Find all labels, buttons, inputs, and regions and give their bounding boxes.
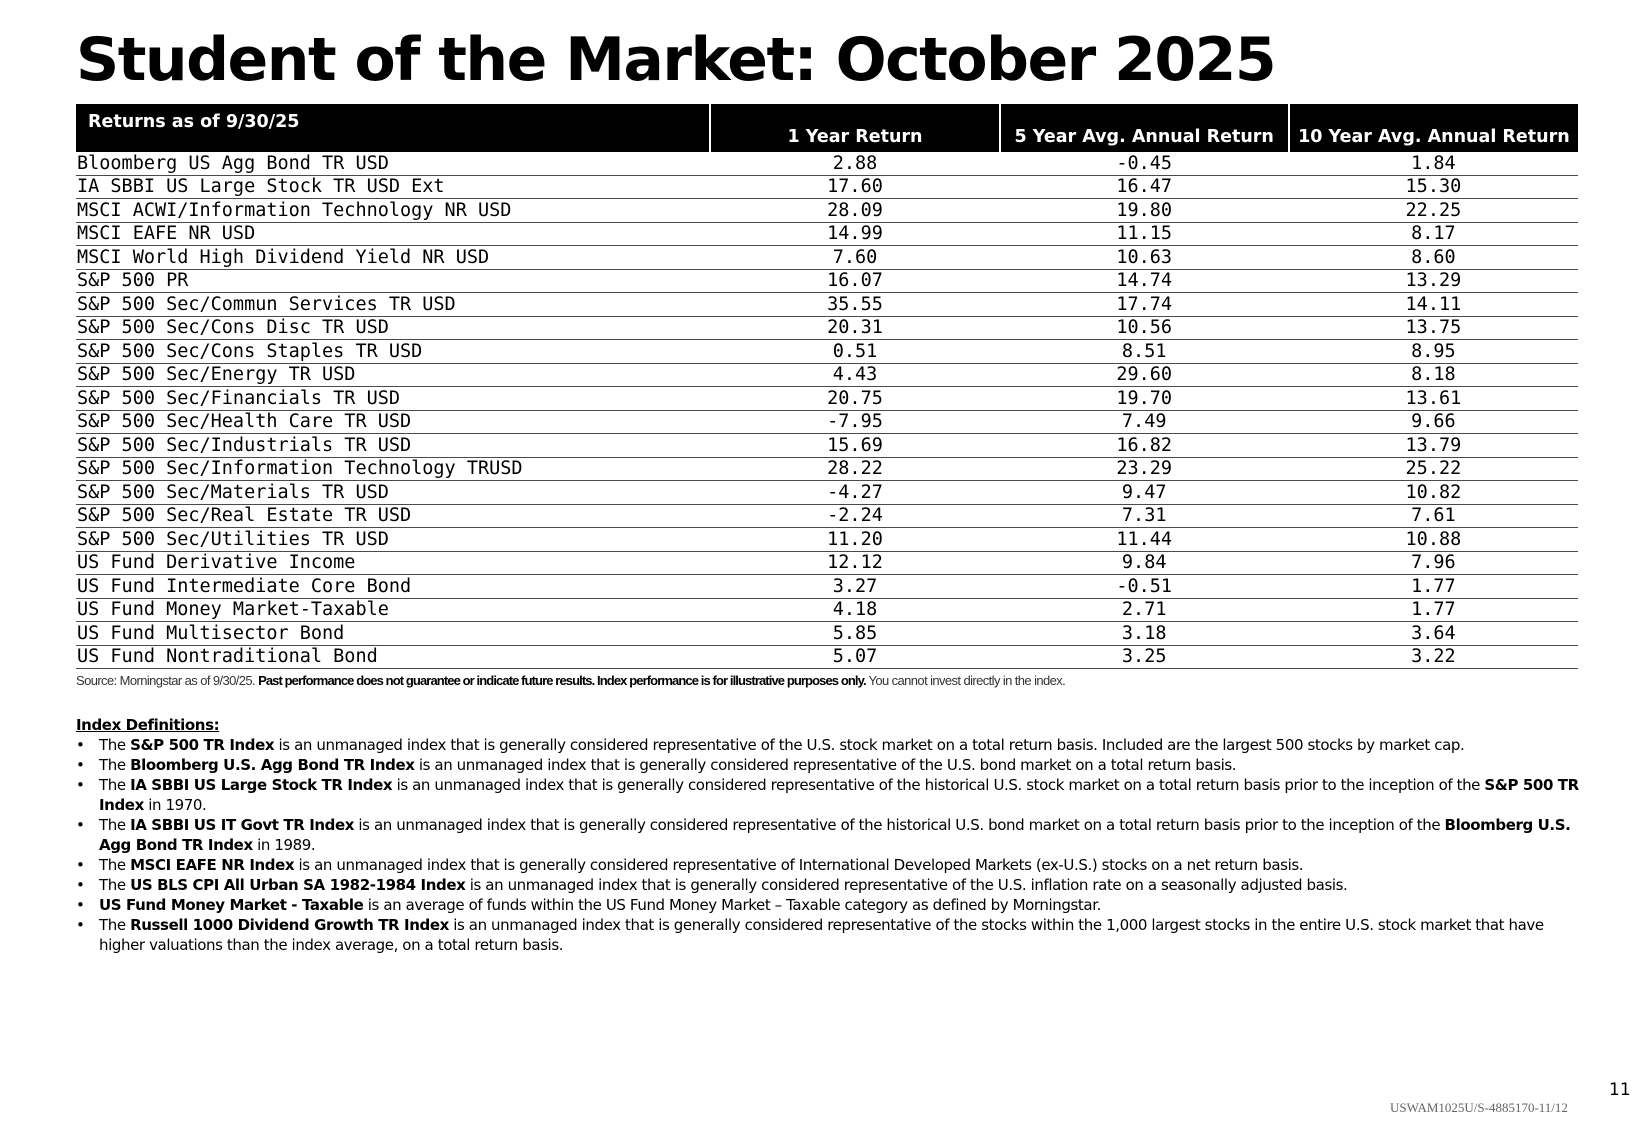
index-name-cell: Bloomberg US Agg Bond TR USD — [76, 152, 710, 175]
definition-item — [76, 915, 1586, 955]
ten-year-return-cell: 15.30 — [1289, 175, 1578, 199]
one-year-return-cell: 20.75 — [710, 387, 999, 411]
table-row — [76, 575, 1578, 599]
definition-text: is an unmanaged index that is generally considered representative of the U.S. inflation rate on a seasonally adjusted basis. — [465, 876, 1348, 894]
header-10-year-return: 10 Year Avg. Annual Return — [1289, 104, 1578, 152]
index-name-term: IA SBBI US Large Stock TR Index — [130, 776, 393, 794]
ten-year-return-cell: 8.60 — [1289, 246, 1578, 270]
table-row — [76, 434, 1578, 458]
index-name-cell: S&P 500 PR — [76, 269, 710, 293]
ten-year-return-cell: 8.18 — [1289, 363, 1578, 387]
ten-year-return-cell: 8.95 — [1289, 340, 1578, 364]
bullet-icon: • — [76, 896, 85, 914]
one-year-return-cell: 5.85 — [710, 622, 999, 646]
index-name-term: US BLS CPI All Urban SA 1982-1984 Index — [130, 876, 466, 894]
definition-text: in 1970. — [143, 796, 207, 814]
definition-item — [76, 895, 1586, 915]
returns-table — [76, 104, 1578, 669]
header-1-year-return: 1 Year Return — [710, 104, 999, 152]
definition-text: is an unmanaged index that is generally considered representative of the historical U.S. stock market on a total return basis prior to the inception of the — [392, 776, 1485, 794]
header-returns-as-of: Returns as of 9/30/25 — [76, 104, 710, 152]
index-name-cell: MSCI ACWI/Information Technology NR USD — [76, 199, 710, 223]
ten-year-return-cell: 13.29 — [1289, 269, 1578, 293]
five-year-return-cell: 3.25 — [1000, 645, 1289, 669]
definition-item — [76, 775, 1586, 815]
one-year-return-cell: 0.51 — [710, 340, 999, 364]
table-row — [76, 551, 1578, 575]
index-name-cell: US Fund Intermediate Core Bond — [76, 575, 710, 599]
five-year-return-cell: 10.56 — [1000, 316, 1289, 340]
bullet-icon: • — [76, 816, 85, 834]
index-name-term: Russell 1000 Dividend Growth TR Index — [130, 916, 449, 934]
definition-text: The — [99, 816, 131, 834]
index-name-term: IA SBBI US IT Govt TR Index — [130, 816, 355, 834]
one-year-return-cell: 16.07 — [710, 269, 999, 293]
table-row — [76, 645, 1578, 669]
one-year-return-cell: -4.27 — [710, 481, 999, 505]
five-year-return-cell: 19.70 — [1000, 387, 1289, 411]
index-name-cell: S&P 500 Sec/Cons Disc TR USD — [76, 316, 710, 340]
one-year-return-cell: 12.12 — [710, 551, 999, 575]
index-name-cell: S&P 500 Sec/Commun Services TR USD — [76, 293, 710, 317]
table-row — [76, 481, 1578, 505]
table-header — [76, 104, 1578, 152]
table-row — [76, 175, 1578, 199]
bullet-icon: • — [76, 916, 85, 934]
index-name-cell: S&P 500 Sec/Health Care TR USD — [76, 410, 710, 434]
ten-year-return-cell: 14.11 — [1289, 293, 1578, 317]
ten-year-return-cell: 1.77 — [1289, 598, 1578, 622]
one-year-return-cell: 2.88 — [710, 152, 999, 175]
bullet-icon: • — [76, 856, 85, 874]
five-year-return-cell: 8.51 — [1000, 340, 1289, 364]
index-name-cell: S&P 500 Sec/Utilities TR USD — [76, 528, 710, 552]
ten-year-return-cell: 1.84 — [1289, 152, 1578, 175]
index-name-term: Bloomberg U.S. Agg Bond TR Index — [130, 756, 415, 774]
five-year-return-cell: 7.31 — [1000, 504, 1289, 528]
index-name-cell: S&P 500 Sec/Industrials TR USD — [76, 434, 710, 458]
five-year-return-cell: 11.44 — [1000, 528, 1289, 552]
one-year-return-cell: 35.55 — [710, 293, 999, 317]
bullet-icon: • — [76, 876, 85, 894]
index-name-cell: S&P 500 Sec/Information Technology TRUSD — [76, 457, 710, 481]
five-year-return-cell: 14.74 — [1000, 269, 1289, 293]
ten-year-return-cell: 25.22 — [1289, 457, 1578, 481]
definition-item — [76, 855, 1586, 875]
one-year-return-cell: 15.69 — [710, 434, 999, 458]
one-year-return-cell: 28.22 — [710, 457, 999, 481]
page-number: 11 — [1609, 1080, 1631, 1100]
source-prefix: Source: Morningstar as of 9/30/25. — [76, 673, 259, 688]
ten-year-return-cell: 7.96 — [1289, 551, 1578, 575]
one-year-return-cell: 4.43 — [710, 363, 999, 387]
ten-year-return-cell: 7.61 — [1289, 504, 1578, 528]
one-year-return-cell: 3.27 — [710, 575, 999, 599]
five-year-return-cell: -0.51 — [1000, 575, 1289, 599]
definition-text: The — [99, 876, 131, 894]
definition-text: is an unmanaged index that is generally considered representative of International Developed Markets (ex-U.S.) stocks on a net return basis. — [294, 856, 1304, 874]
definition-item — [76, 755, 1586, 775]
table-row — [76, 199, 1578, 223]
one-year-return-cell: -2.24 — [710, 504, 999, 528]
definition-item — [76, 815, 1586, 855]
five-year-return-cell: 17.74 — [1000, 293, 1289, 317]
bullet-icon: • — [76, 776, 85, 794]
one-year-return-cell: 4.18 — [710, 598, 999, 622]
bullet-icon: • — [76, 736, 85, 754]
definition-text: in 1989. — [252, 836, 316, 854]
table-body — [76, 152, 1578, 669]
source-note — [76, 673, 1065, 688]
definition-text: is an average of funds within the US Fund Money Market – Taxable category as defined by Morningstar. — [363, 896, 1101, 914]
five-year-return-cell: -0.45 — [1000, 152, 1289, 175]
index-name-term: S&P 500 TR Index — [99, 776, 1579, 814]
table-row — [76, 293, 1578, 317]
definition-text: is an unmanaged index that is generally considered representative of the U.S. bond market on a total return basis. — [414, 756, 1237, 774]
ten-year-return-cell: 13.61 — [1289, 387, 1578, 411]
one-year-return-cell: 17.60 — [710, 175, 999, 199]
index-definitions — [76, 715, 1586, 955]
five-year-return-cell: 11.15 — [1000, 222, 1289, 246]
table-row — [76, 528, 1578, 552]
definition-text: The — [99, 736, 131, 754]
ten-year-return-cell: 3.64 — [1289, 622, 1578, 646]
index-name-cell: S&P 500 Sec/Real Estate TR USD — [76, 504, 710, 528]
one-year-return-cell: 11.20 — [710, 528, 999, 552]
table-row — [76, 340, 1578, 364]
one-year-return-cell: 7.60 — [710, 246, 999, 270]
ten-year-return-cell: 22.25 — [1289, 199, 1578, 223]
index-name-cell: IA SBBI US Large Stock TR USD Ext — [76, 175, 710, 199]
ten-year-return-cell: 8.17 — [1289, 222, 1578, 246]
index-name-cell: US Fund Multisector Bond — [76, 622, 710, 646]
definition-text: The — [99, 776, 131, 794]
ten-year-return-cell: 1.77 — [1289, 575, 1578, 599]
source-disclaimer: Past performance does not guarantee or indicate future results. Index performance is for illustrative purposes only. — [258, 673, 866, 688]
index-name-cell: MSCI World High Dividend Yield NR USD — [76, 246, 710, 270]
five-year-return-cell: 16.82 — [1000, 434, 1289, 458]
five-year-return-cell: 29.60 — [1000, 363, 1289, 387]
five-year-return-cell: 7.49 — [1000, 410, 1289, 434]
definition-item — [76, 875, 1586, 895]
ten-year-return-cell: 9.66 — [1289, 410, 1578, 434]
table-row — [76, 152, 1578, 175]
footer-code: USWAM1025U/S-4885170-11/12 — [1390, 1100, 1568, 1115]
index-name-cell: S&P 500 Sec/Energy TR USD — [76, 363, 710, 387]
index-name-term: Bloomberg U.S. Agg Bond TR Index — [99, 816, 1571, 854]
ten-year-return-cell: 10.88 — [1289, 528, 1578, 552]
five-year-return-cell: 2.71 — [1000, 598, 1289, 622]
table-row — [76, 410, 1578, 434]
table-row — [76, 457, 1578, 481]
definition-item — [76, 735, 1586, 755]
definition-text: The — [99, 916, 131, 934]
index-name-cell: US Fund Nontraditional Bond — [76, 645, 710, 669]
index-name-term: S&P 500 TR Index — [130, 736, 275, 754]
index-name-term: US Fund Money Market - Taxable — [99, 896, 364, 914]
table-row — [76, 222, 1578, 246]
table-row — [76, 504, 1578, 528]
index-name-cell: US Fund Derivative Income — [76, 551, 710, 575]
table-row — [76, 316, 1578, 340]
definition-text: is an unmanaged index that is generally considered representative of the historical U.S. bond market on a total return basis prior to the inception of the — [354, 816, 1445, 834]
bullet-icon: • — [76, 756, 85, 774]
five-year-return-cell: 19.80 — [1000, 199, 1289, 223]
definition-text: is an unmanaged index that is generally considered representative of the stocks within the 1,000 largest stocks in the entire U.S. stock market that have higher valuations than the index average, on a total return basis. — [99, 916, 1544, 954]
table-row — [76, 598, 1578, 622]
header-5-year-return: 5 Year Avg. Annual Return — [1000, 104, 1289, 152]
source-suffix: You cannot invest directly in the index. — [865, 673, 1066, 688]
five-year-return-cell: 9.47 — [1000, 481, 1289, 505]
definitions-heading: Index Definitions: — [76, 716, 220, 734]
five-year-return-cell: 9.84 — [1000, 551, 1289, 575]
ten-year-return-cell: 3.22 — [1289, 645, 1578, 669]
definition-text: is an unmanaged index that is generally considered representative of the U.S. stock market on a total return basis. Included are the largest 500 stocks by market cap. — [274, 736, 1465, 754]
index-name-cell: S&P 500 Sec/Financials TR USD — [76, 387, 710, 411]
ten-year-return-cell: 13.75 — [1289, 316, 1578, 340]
one-year-return-cell: 5.07 — [710, 645, 999, 669]
five-year-return-cell: 3.18 — [1000, 622, 1289, 646]
table-row — [76, 269, 1578, 293]
index-name-cell: US Fund Money Market-Taxable — [76, 598, 710, 622]
table-row — [76, 622, 1578, 646]
index-name-cell: S&P 500 Sec/Materials TR USD — [76, 481, 710, 505]
index-name-cell: S&P 500 Sec/Cons Staples TR USD — [76, 340, 710, 364]
page-title: Student of the Market: October 2025 — [76, 25, 1276, 95]
ten-year-return-cell: 13.79 — [1289, 434, 1578, 458]
five-year-return-cell: 10.63 — [1000, 246, 1289, 270]
one-year-return-cell: 28.09 — [710, 199, 999, 223]
index-name-cell: MSCI EAFE NR USD — [76, 222, 710, 246]
table-row — [76, 387, 1578, 411]
five-year-return-cell: 23.29 — [1000, 457, 1289, 481]
index-name-term: MSCI EAFE NR Index — [130, 856, 295, 874]
definition-text: The — [99, 756, 131, 774]
one-year-return-cell: 14.99 — [710, 222, 999, 246]
five-year-return-cell: 16.47 — [1000, 175, 1289, 199]
table-row — [76, 363, 1578, 387]
table-row — [76, 246, 1578, 270]
one-year-return-cell: 20.31 — [710, 316, 999, 340]
one-year-return-cell: -7.95 — [710, 410, 999, 434]
definitions-list — [76, 735, 1586, 955]
ten-year-return-cell: 10.82 — [1289, 481, 1578, 505]
definition-text: The — [99, 856, 131, 874]
